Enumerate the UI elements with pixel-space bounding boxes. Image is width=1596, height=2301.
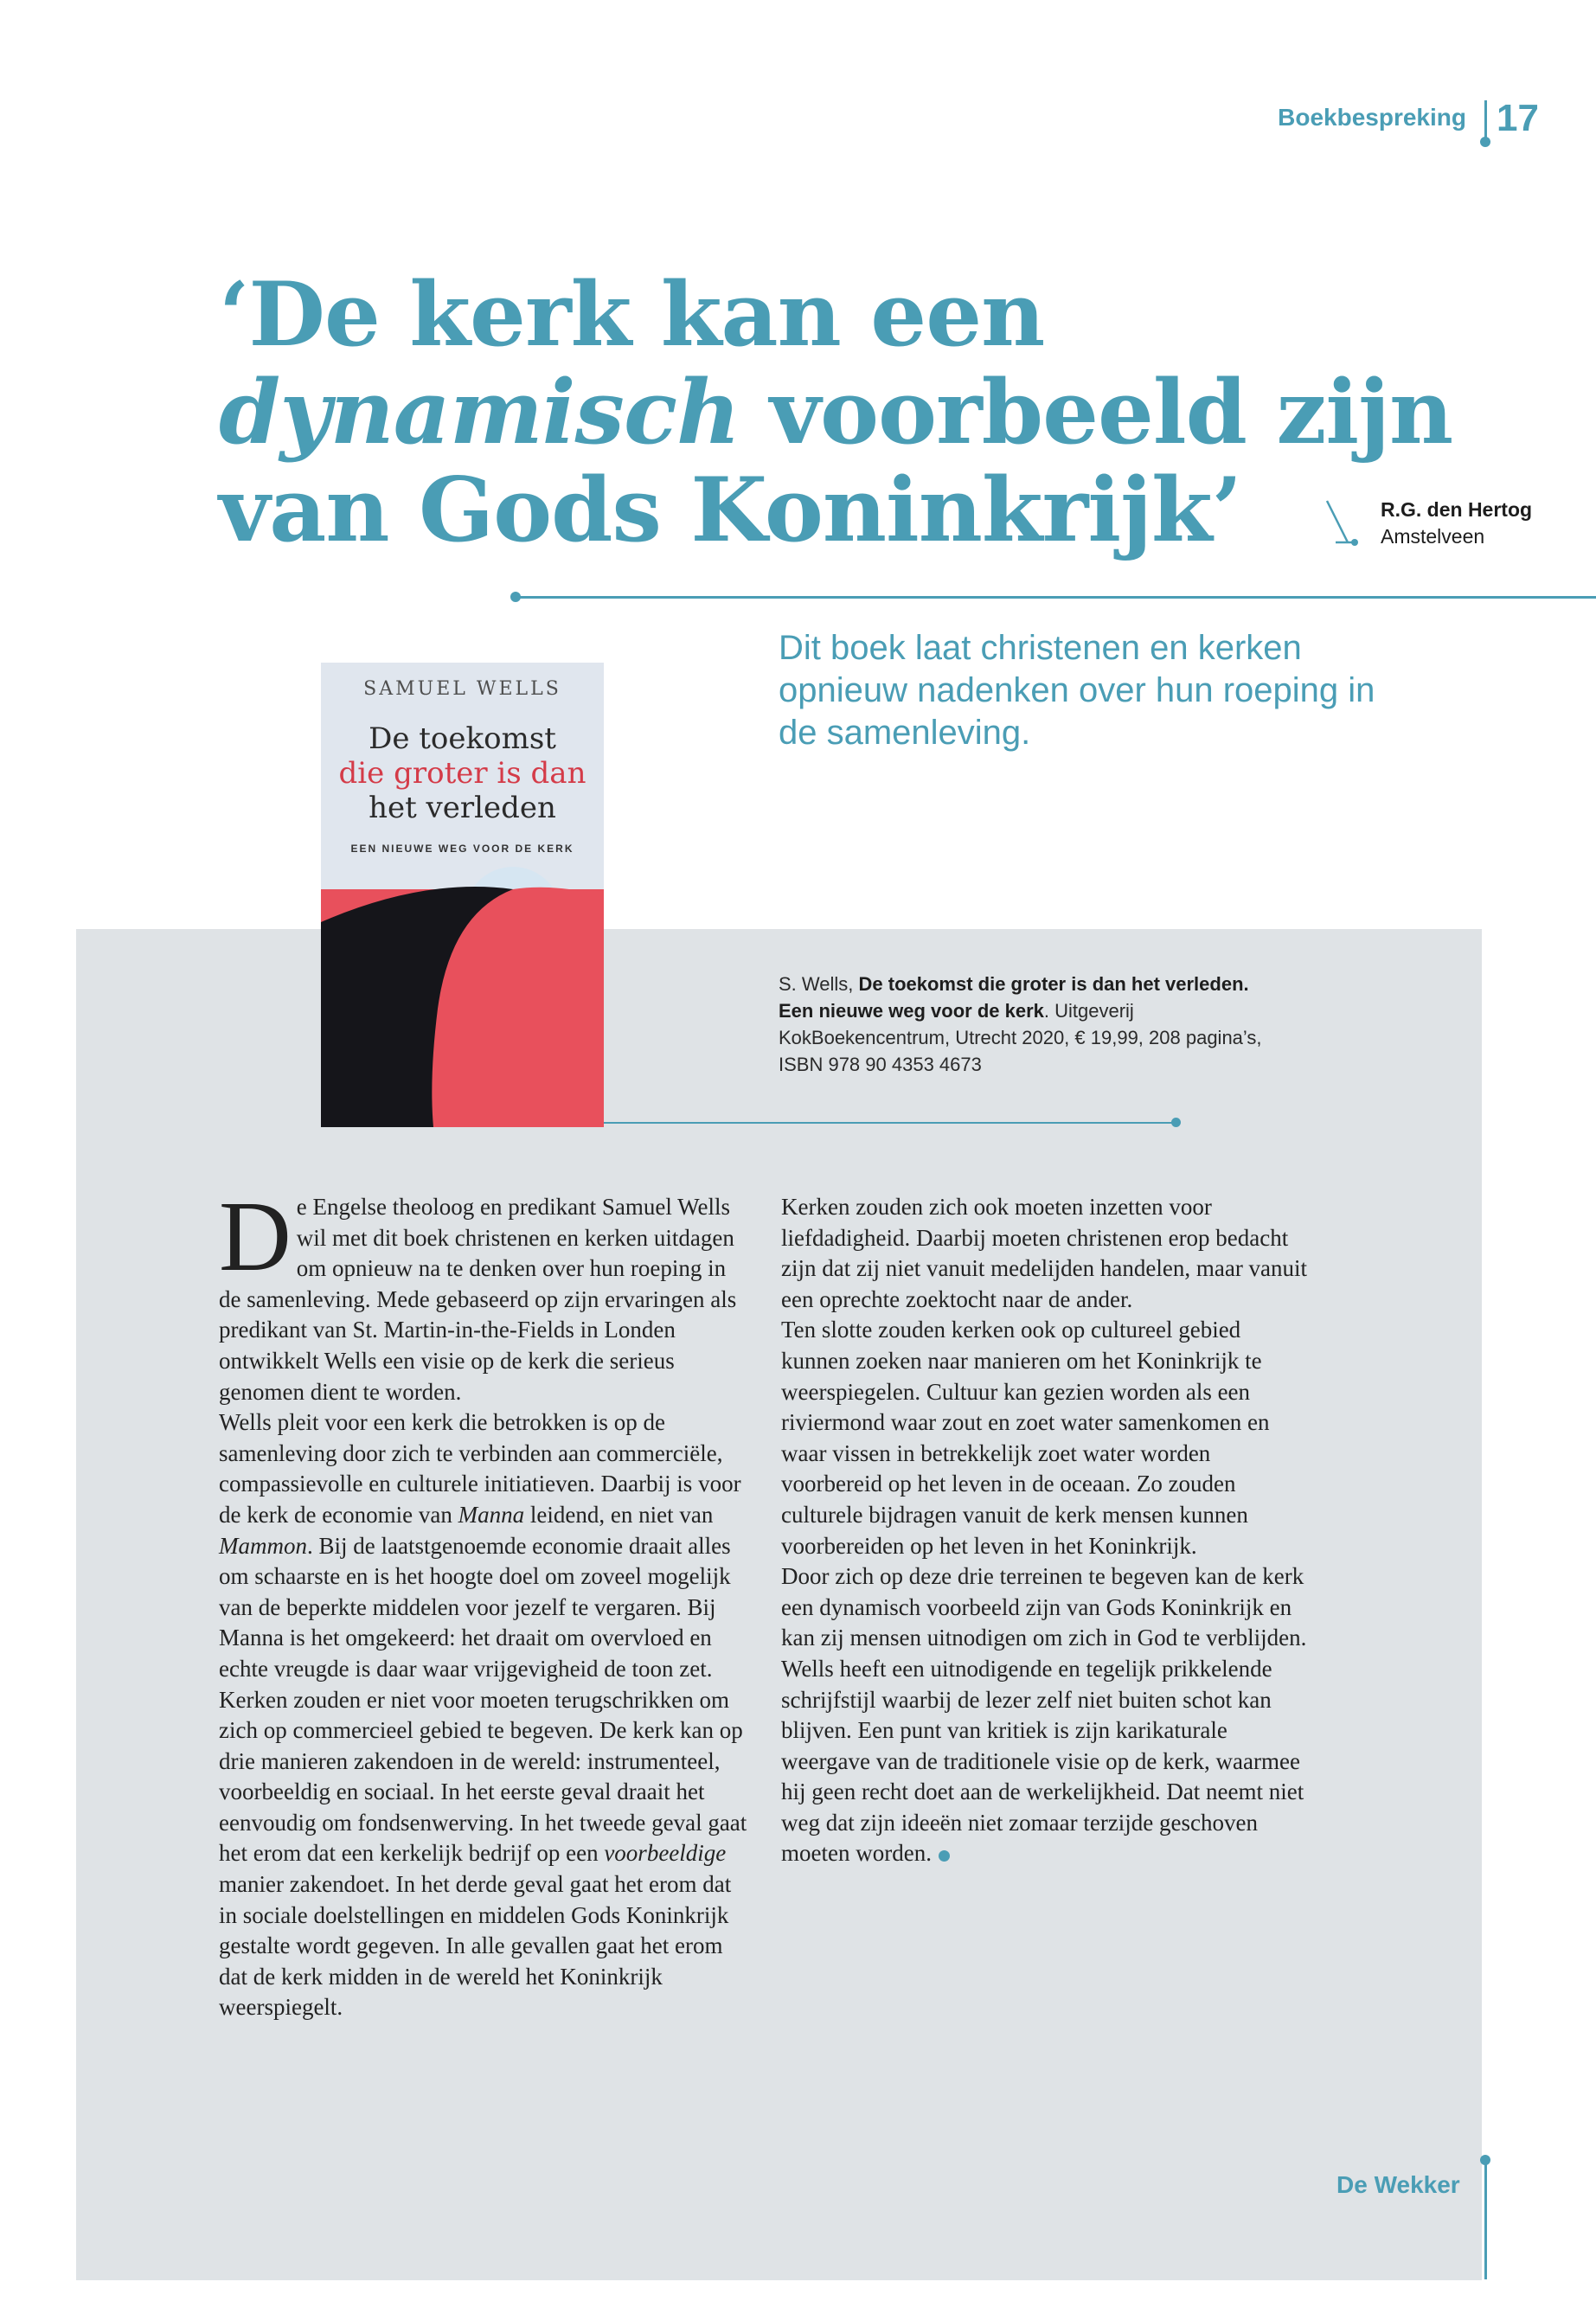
magazine-name: De Wekker: [1336, 2171, 1460, 2198]
cover-title-line-1: De toekomst: [369, 721, 556, 756]
article-paragraph: [781, 1654, 1313, 1869]
cover-subtitle: EEN NIEUWE WEG VOOR DE KERK: [350, 843, 574, 855]
page-number-dot: [1480, 137, 1490, 147]
paragraph-3-text-b: manier zakendoet. In het derde geval gaat het erom dat in sociale doelstellingen en middelen Gods Koninkrijk gestalte wordt gegeven. In alle gevallen gaat het erom dat de kerk midden in de wereld het Koninkrijk weerspiegelt.: [219, 1871, 732, 2021]
article-column-right: [781, 1192, 1313, 1869]
paragraph-1-text: e Engelse theoloog en predikant Samuel Wells wil met dit boek christenen en kerken uitdagen om opnieuw na te denken over hun roeping in de samenleving. Mede gebaseerd op zijn ervaringen als predikant van St. Martin-in-the-Fields in Londen ontwikkelt Wells een visie op de kerk die serieus genomen dient te worden.: [219, 1194, 737, 1405]
caption-book-title: De toekomst die groter is dan het verleden. Een nieuwe weg voor de kerk: [779, 973, 1249, 1022]
caption-rule: [604, 1122, 1175, 1124]
cover-title-line-3: het verleden: [369, 791, 556, 825]
title-emphasis: dynamisch: [219, 361, 740, 465]
article-column-left: [219, 1182, 751, 2023]
author-place: Amstelveen: [1381, 525, 1485, 548]
article-paragraph: [219, 1685, 751, 2024]
footer-rule: [1484, 2160, 1487, 2279]
emphasis-mammon: Mammon: [219, 1532, 307, 1559]
caption-prefix: S. Wells,: [779, 973, 859, 995]
title-line-3: van Gods Koninkrijk’: [219, 458, 1242, 562]
page-number-rule: [1484, 100, 1487, 142]
drop-cap: D: [219, 1182, 292, 1292]
book-caption: [779, 971, 1263, 1078]
title-line-1: ‘De kerk kan een: [219, 263, 1045, 367]
paragraph-2-text-b: leidend, en niet van: [524, 1501, 714, 1528]
book-cover-image: [321, 663, 604, 1127]
intro-text: Dit boek laat christenen en kerken opnieuw nadenken over hun roeping in de samenleving.: [779, 629, 1375, 752]
paragraph-2-text-c: . Bij de laatstgenoemde economie draait alles om schaarste en is het hoogte doel om zoveel mogelijk van de beperkte middelen voor jezelf te vergaren. Bij Manna is het omgekeerd: het draait om overvloed en echte vreugde is daar waar vrijgevigheid de toon zet.: [219, 1532, 731, 1682]
title-line-2: [219, 361, 1453, 465]
paragraph-3-text-a: Kerken zouden er niet voor moeten terugschrikken om zich op commercieel gebied te begeven. De kerk kan op drie manieren zakendoen in de wereld: instrumenteel, voorbeeldig en sociaal. In het eerste geval draait het eenvoudig om fondsenwerving. In het tweede geval gaat het erom dat een kerkelijk bedrijf op een: [219, 1686, 747, 1867]
article-paragraph: [219, 1182, 751, 1407]
article-paragraph: Kerken zouden zich ook moeten inzetten voor liefdadigheid. Daarbij moeten christenen erop bedacht zijn dat zij niet vanuit medelijden handelen, maar vanuit een oprechte zoektocht naar de ander.: [781, 1194, 1308, 1312]
section-label: Boekbespreking: [1278, 104, 1466, 131]
cover-title-line-2: die groter is dan: [338, 756, 586, 791]
end-mark-icon: [939, 1850, 950, 1862]
caption-rule-dot: [1171, 1118, 1181, 1127]
paragraph-7-text: Wells heeft een uitnodigende en tegelijk prikkelende schrijfstijl waarbij de lezer zelf niet buiten schot kan blijven. Een punt van kritiek is zijn karikaturale weergave van de traditionele visie op de kerk, waarmee hij geen recht doet aan de werkelijkheid. Dat neemt niet weg dat zijn ideeën niet zomaar terzijde geschoven moeten worden.: [781, 1655, 1304, 1867]
caption-details: . Uitgeverij KokBoekencentrum, Utrecht 2020, € 19,99, 208 pagina’s, ISBN 978 90 4353 4673: [779, 1000, 1262, 1075]
paragraph-2-text-a: Wells pleit voor een kerk die betrokken is op de samenleving door zich te verbinden aan commerciële, compassievolle en culturele initiatieven. Daarbij is voor de kerk de economie van: [219, 1409, 741, 1528]
author-line-icon: [1324, 497, 1358, 549]
article-paragraph: Door zich op deze drie terreinen te begeven kan de kerk een dynamisch voorbeeld zijn van Gods Koninkrijk en kan zij mensen uitnodigen om zich in God te verblijden.: [781, 1563, 1307, 1651]
divider-rule: [516, 596, 1596, 599]
emphasis-voorbeeldige: voorbeeldige: [604, 1840, 727, 1867]
page-number: 17: [1497, 97, 1539, 139]
title-line-2-rest: voorbeeld zijn: [740, 361, 1453, 465]
article-paragraph: Ten slotte zouden kerken ook op cultureel gebied kunnen zoeken naar manieren om het Koninkrijk te weerspiegelen. Cultuur kan gezien worden als een riviermond waar zout en zoet water samenkomen en waar vissen in betrekkelijk zoet water worden voorbereid op het leven in de oceaan. Zo zouden culturele bijdragen vanuit de kerk mensen kunnen voorbereiden op het leven in het Koninkrijk.: [781, 1317, 1270, 1559]
author-name: R.G. den Hertog: [1381, 498, 1533, 521]
cover-title: [321, 721, 604, 825]
emphasis-manna: Manna: [458, 1501, 525, 1528]
cover-author: SAMUEL WELLS: [363, 678, 561, 700]
article-paragraph: [219, 1407, 751, 1684]
